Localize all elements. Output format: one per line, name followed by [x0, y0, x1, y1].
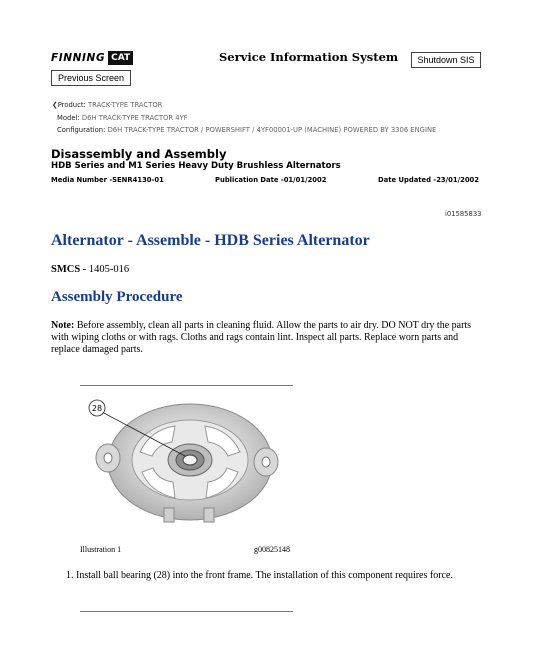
breadcrumb-model — [57, 114, 188, 122]
note-label: Note: — [51, 320, 75, 331]
config-value: D6H TRACK-TYPE TRACTOR / POWERSHIFT / 4YF00001-UP (MACHINE) POWERED BY 3306 ENGINE — [107, 126, 437, 134]
logo-text: FINNING — [51, 52, 106, 64]
smcs-value: 1405-016 — [88, 264, 130, 275]
bottom-rule — [80, 611, 293, 612]
breadcrumb-product[interactable] — [52, 101, 162, 109]
doc-heading: Disassembly and Assembly — [51, 147, 227, 161]
note-text: Before assembly, clean all parts in cleaning fluid. Allow the parts to air dry. DO NOT dry the parts with wiping cloths or with rags. Cloths and rags contain lint. Inspect all parts. Replace worn parts and replace damaged parts. — [51, 320, 472, 355]
breadcrumb-configuration — [57, 126, 436, 134]
page-header-title: Service Information System — [219, 50, 399, 64]
date-updated: Date Updated -23/01/2002 — [378, 176, 480, 184]
step-1 — [66, 570, 496, 581]
finning-cat-logo — [51, 49, 137, 67]
model-value: D6H TRACK-TYPE TRACTOR 4YF — [81, 114, 188, 122]
illustration-code: g00825148 — [254, 545, 290, 554]
doc-id: i01585833 — [445, 210, 482, 218]
shutdown-sis-button[interactable]: Shutdown SIS — [411, 52, 481, 68]
front-frame-drawing — [80, 390, 293, 538]
smcs-line — [51, 264, 129, 275]
previous-screen-button[interactable]: Previous Screen — [51, 70, 131, 86]
page-title: Alternator - Assemble - HDB Series Alternator — [51, 232, 370, 249]
doc-subheading: HDB Series and M1 Series Heavy Duty Brushless Alternators — [51, 161, 341, 171]
smcs-label: SMCS - — [51, 264, 87, 275]
publication-date: Publication Date -01/01/2002 — [215, 176, 327, 184]
cat-badge: CAT — [108, 51, 133, 65]
callout-label: 28 — [91, 404, 103, 413]
product-value: TRACK-TYPE TRACTOR — [87, 101, 163, 109]
step-text: Install ball bearing (28) into the front frame. The installation of this component requires force. — [76, 570, 453, 581]
model-label: Model: — [57, 114, 80, 122]
illustration-image — [80, 390, 293, 538]
media-number: Media Number -SENR4130-01 — [51, 176, 164, 184]
back-arrow-icon: ❮ — [52, 101, 58, 109]
illustration-top-rule — [80, 385, 293, 386]
illustration-label: Illustration 1 — [80, 545, 122, 554]
section-title: Assembly Procedure — [51, 289, 183, 305]
product-label: Product: — [57, 101, 86, 109]
config-label: Configuration: — [57, 126, 106, 134]
step-number: 1. — [66, 570, 74, 581]
note-paragraph — [51, 320, 481, 356]
